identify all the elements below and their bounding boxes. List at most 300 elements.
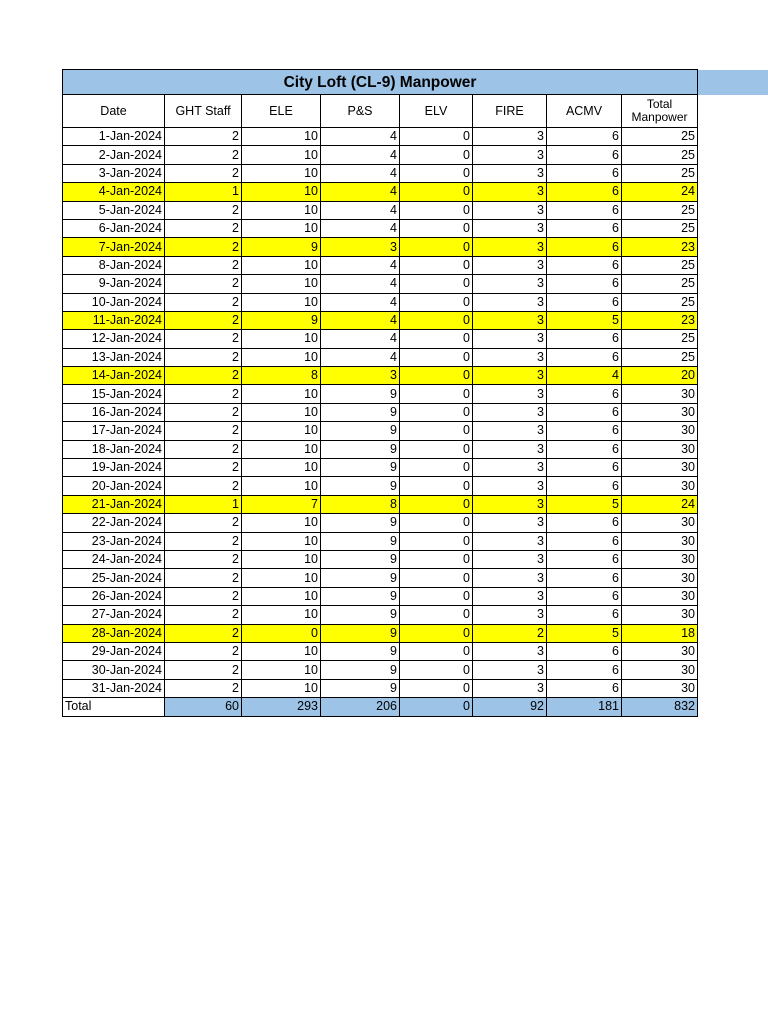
ele-cell: 10 (242, 164, 321, 182)
ps-cell: 9 (321, 569, 400, 587)
ele-cell: 10 (242, 569, 321, 587)
date-cell: 27-Jan-2024 (63, 606, 165, 624)
acmv-cell: 6 (547, 606, 622, 624)
elv-cell: 0 (400, 550, 473, 568)
total-manpower-cell: 25 (622, 128, 698, 146)
acmv-cell: 6 (547, 514, 622, 532)
ght-staff-cell: 2 (165, 550, 242, 568)
total-manpower-cell: 30 (622, 587, 698, 605)
ele-cell: 10 (242, 532, 321, 550)
date-cell: 3-Jan-2024 (63, 164, 165, 182)
fire-cell: 3 (473, 385, 547, 403)
elv-cell: 0 (400, 606, 473, 624)
table-row (63, 164, 698, 182)
ele-cell: 10 (242, 606, 321, 624)
elv-cell: 0 (400, 238, 473, 256)
total-manpower-cell: 25 (622, 219, 698, 237)
acmv-cell: 5 (547, 495, 622, 513)
elv-cell: 0 (400, 569, 473, 587)
elv-cell: 0 (400, 330, 473, 348)
fire-cell: 3 (473, 642, 547, 660)
ps-cell: 9 (321, 532, 400, 550)
ght-staff-cell: 2 (165, 459, 242, 477)
date-cell: 1-Jan-2024 (63, 128, 165, 146)
total-manpower-cell: 25 (622, 256, 698, 274)
total-manpower-cell: 30 (622, 514, 698, 532)
total-manpower-cell: 30 (622, 403, 698, 421)
ele-cell: 10 (242, 642, 321, 660)
ght-staff-cell: 2 (165, 477, 242, 495)
table-row (63, 440, 698, 458)
ele-cell: 8 (242, 367, 321, 385)
acmv-cell: 6 (547, 679, 622, 697)
elv-cell: 0 (400, 293, 473, 311)
ps-cell: 4 (321, 128, 400, 146)
ele-cell: 10 (242, 550, 321, 568)
total-acmv: 181 (547, 698, 622, 716)
ps-cell: 4 (321, 219, 400, 237)
ele-cell: 10 (242, 201, 321, 219)
table-row (63, 514, 698, 532)
column-header-date: Date (63, 95, 165, 128)
total-manpower-cell: 30 (622, 532, 698, 550)
ps-cell: 9 (321, 679, 400, 697)
table-row (63, 367, 698, 385)
ps-cell: 9 (321, 642, 400, 660)
elv-cell: 0 (400, 219, 473, 237)
manpower-table (62, 69, 698, 717)
date-cell: 31-Jan-2024 (63, 679, 165, 697)
fire-cell: 3 (473, 569, 547, 587)
ps-cell: 9 (321, 550, 400, 568)
elv-cell: 0 (400, 642, 473, 660)
ele-cell: 10 (242, 146, 321, 164)
ght-staff-cell: 2 (165, 532, 242, 550)
total-manpower-cell: 30 (622, 679, 698, 697)
date-cell: 11-Jan-2024 (63, 311, 165, 329)
fire-cell: 3 (473, 606, 547, 624)
table-row (63, 422, 698, 440)
ght-staff-cell: 2 (165, 128, 242, 146)
total-manpower: 832 (622, 698, 698, 716)
elv-cell: 0 (400, 661, 473, 679)
header-fill-extension (698, 70, 768, 95)
fire-cell: 3 (473, 183, 547, 201)
elv-cell: 0 (400, 422, 473, 440)
date-cell: 7-Jan-2024 (63, 238, 165, 256)
total-manpower-cell: 25 (622, 146, 698, 164)
date-cell: 10-Jan-2024 (63, 293, 165, 311)
date-cell: 21-Jan-2024 (63, 495, 165, 513)
table-row (63, 624, 698, 642)
ps-cell: 4 (321, 330, 400, 348)
ght-staff-cell: 2 (165, 587, 242, 605)
acmv-cell: 6 (547, 348, 622, 366)
ele-cell: 10 (242, 183, 321, 201)
ght-staff-cell: 2 (165, 514, 242, 532)
table-row (63, 256, 698, 274)
date-cell: 13-Jan-2024 (63, 348, 165, 366)
fire-cell: 3 (473, 275, 547, 293)
ps-cell: 9 (321, 624, 400, 642)
date-cell: 24-Jan-2024 (63, 550, 165, 568)
ps-cell: 4 (321, 183, 400, 201)
date-cell: 23-Jan-2024 (63, 532, 165, 550)
column-header-elv: ELV (400, 95, 473, 128)
date-cell: 12-Jan-2024 (63, 330, 165, 348)
date-cell: 18-Jan-2024 (63, 440, 165, 458)
date-cell: 16-Jan-2024 (63, 403, 165, 421)
ps-cell: 4 (321, 256, 400, 274)
elv-cell: 0 (400, 477, 473, 495)
ele-cell: 10 (242, 440, 321, 458)
elv-cell: 0 (400, 514, 473, 532)
total-manpower-cell: 25 (622, 275, 698, 293)
fire-cell: 3 (473, 422, 547, 440)
ght-staff-cell: 2 (165, 164, 242, 182)
elv-cell: 0 (400, 164, 473, 182)
totals-label: Total (63, 698, 165, 716)
fire-cell: 3 (473, 128, 547, 146)
elv-cell: 0 (400, 146, 473, 164)
table-row (63, 385, 698, 403)
acmv-cell: 6 (547, 385, 622, 403)
fire-cell: 3 (473, 348, 547, 366)
table-row (63, 330, 698, 348)
ght-staff-cell: 2 (165, 440, 242, 458)
fire-cell: 3 (473, 514, 547, 532)
total-manpower-cell: 30 (622, 385, 698, 403)
ps-cell: 4 (321, 348, 400, 366)
fire-cell: 3 (473, 587, 547, 605)
elv-cell: 0 (400, 403, 473, 421)
fire-cell: 3 (473, 330, 547, 348)
date-cell: 29-Jan-2024 (63, 642, 165, 660)
ps-cell: 4 (321, 146, 400, 164)
ght-staff-cell: 2 (165, 606, 242, 624)
acmv-cell: 6 (547, 128, 622, 146)
total-elv: 0 (400, 698, 473, 716)
total-manpower-cell: 24 (622, 183, 698, 201)
table-title: City Loft (CL-9) Manpower (63, 70, 698, 95)
ele-cell: 10 (242, 385, 321, 403)
elv-cell: 0 (400, 275, 473, 293)
elv-cell: 0 (400, 459, 473, 477)
ght-staff-cell: 2 (165, 201, 242, 219)
acmv-cell: 6 (547, 422, 622, 440)
date-cell: 26-Jan-2024 (63, 587, 165, 605)
ele-cell: 10 (242, 256, 321, 274)
total-manpower-cell: 30 (622, 459, 698, 477)
ele-cell: 10 (242, 293, 321, 311)
fire-cell: 3 (473, 201, 547, 219)
acmv-cell: 6 (547, 238, 622, 256)
ght-staff-cell: 1 (165, 183, 242, 201)
ght-staff-cell: 1 (165, 495, 242, 513)
acmv-cell: 6 (547, 440, 622, 458)
ele-cell: 10 (242, 679, 321, 697)
elv-cell: 0 (400, 679, 473, 697)
table-row (63, 459, 698, 477)
ele-cell: 10 (242, 403, 321, 421)
date-cell: 8-Jan-2024 (63, 256, 165, 274)
ght-staff-cell: 2 (165, 624, 242, 642)
table-row (63, 606, 698, 624)
ps-cell: 9 (321, 440, 400, 458)
ele-cell: 9 (242, 311, 321, 329)
ps-cell: 4 (321, 275, 400, 293)
acmv-cell: 6 (547, 587, 622, 605)
fire-cell: 3 (473, 550, 547, 568)
ps-cell: 8 (321, 495, 400, 513)
ght-staff-cell: 2 (165, 348, 242, 366)
table-row (63, 183, 698, 201)
date-cell: 20-Jan-2024 (63, 477, 165, 495)
ps-cell: 9 (321, 403, 400, 421)
total-manpower-cell: 25 (622, 201, 698, 219)
total-manpower-cell: 30 (622, 477, 698, 495)
total-manpower-cell: 25 (622, 293, 698, 311)
fire-cell: 2 (473, 624, 547, 642)
table-row (63, 293, 698, 311)
ps-cell: 3 (321, 238, 400, 256)
elv-cell: 0 (400, 311, 473, 329)
elv-cell: 0 (400, 624, 473, 642)
total-manpower-cell: 30 (622, 642, 698, 660)
total-manpower-cell: 20 (622, 367, 698, 385)
total-manpower-cell: 30 (622, 569, 698, 587)
ght-staff-cell: 2 (165, 367, 242, 385)
ele-cell: 10 (242, 514, 321, 532)
acmv-cell: 6 (547, 550, 622, 568)
table-row (63, 477, 698, 495)
acmv-cell: 6 (547, 146, 622, 164)
fire-cell: 3 (473, 532, 547, 550)
elv-cell: 0 (400, 495, 473, 513)
column-header-fire: FIRE (473, 95, 547, 128)
acmv-cell: 6 (547, 201, 622, 219)
ght-staff-cell: 2 (165, 642, 242, 660)
total-manpower-cell: 18 (622, 624, 698, 642)
ps-cell: 9 (321, 422, 400, 440)
table-row (63, 275, 698, 293)
total-manpower-cell: 30 (622, 661, 698, 679)
total-manpower-cell: 30 (622, 550, 698, 568)
ght-staff-cell: 2 (165, 403, 242, 421)
table-row (63, 219, 698, 237)
date-cell: 25-Jan-2024 (63, 569, 165, 587)
acmv-cell: 6 (547, 642, 622, 660)
fire-cell: 3 (473, 367, 547, 385)
elv-cell: 0 (400, 367, 473, 385)
total-manpower-cell: 24 (622, 495, 698, 513)
elv-cell: 0 (400, 385, 473, 403)
column-header-row (63, 95, 698, 128)
ele-cell: 7 (242, 495, 321, 513)
ele-cell: 0 (242, 624, 321, 642)
acmv-cell: 6 (547, 532, 622, 550)
ps-cell: 9 (321, 661, 400, 679)
table-row (63, 311, 698, 329)
elv-cell: 0 (400, 348, 473, 366)
acmv-cell: 5 (547, 624, 622, 642)
ele-cell: 10 (242, 459, 321, 477)
fire-cell: 3 (473, 661, 547, 679)
date-cell: 2-Jan-2024 (63, 146, 165, 164)
ele-cell: 10 (242, 219, 321, 237)
fire-cell: 3 (473, 256, 547, 274)
ps-cell: 9 (321, 514, 400, 532)
ght-staff-cell: 2 (165, 219, 242, 237)
table-row (63, 569, 698, 587)
acmv-cell: 6 (547, 219, 622, 237)
total-manpower-cell: 23 (622, 238, 698, 256)
table-row (63, 403, 698, 421)
ght-staff-cell: 2 (165, 293, 242, 311)
fire-cell: 3 (473, 403, 547, 421)
ps-cell: 9 (321, 587, 400, 605)
ght-staff-cell: 2 (165, 238, 242, 256)
ps-cell: 4 (321, 164, 400, 182)
elv-cell: 0 (400, 587, 473, 605)
date-cell: 15-Jan-2024 (63, 385, 165, 403)
ght-staff-cell: 2 (165, 146, 242, 164)
date-cell: 4-Jan-2024 (63, 183, 165, 201)
table-row (63, 642, 698, 660)
column-header-ght-staff: GHT Staff (165, 95, 242, 128)
table-row (63, 532, 698, 550)
ght-staff-cell: 2 (165, 661, 242, 679)
total-manpower-cell: 25 (622, 164, 698, 182)
total-fire: 92 (473, 698, 547, 716)
fire-cell: 3 (473, 440, 547, 458)
ght-staff-cell: 2 (165, 330, 242, 348)
total-ght-staff: 60 (165, 698, 242, 716)
total-ele: 293 (242, 698, 321, 716)
acmv-cell: 6 (547, 661, 622, 679)
ght-staff-cell: 2 (165, 679, 242, 697)
ps-cell: 9 (321, 385, 400, 403)
table-row (63, 679, 698, 697)
date-cell: 5-Jan-2024 (63, 201, 165, 219)
elv-cell: 0 (400, 201, 473, 219)
elv-cell: 0 (400, 532, 473, 550)
acmv-cell: 6 (547, 164, 622, 182)
table-row (63, 587, 698, 605)
acmv-cell: 6 (547, 330, 622, 348)
total-manpower-cell: 25 (622, 348, 698, 366)
column-header-ps: P&S (321, 95, 400, 128)
table-row (63, 495, 698, 513)
acmv-cell: 6 (547, 275, 622, 293)
ght-staff-cell: 2 (165, 275, 242, 293)
fire-cell: 3 (473, 495, 547, 513)
ght-staff-cell: 2 (165, 569, 242, 587)
ele-cell: 10 (242, 128, 321, 146)
fire-cell: 3 (473, 477, 547, 495)
ps-cell: 9 (321, 477, 400, 495)
fire-cell: 3 (473, 219, 547, 237)
ele-cell: 10 (242, 348, 321, 366)
fire-cell: 3 (473, 459, 547, 477)
date-cell: 17-Jan-2024 (63, 422, 165, 440)
column-header-acmv: ACMV (547, 95, 622, 128)
elv-cell: 0 (400, 256, 473, 274)
ps-cell: 9 (321, 459, 400, 477)
fire-cell: 3 (473, 679, 547, 697)
ele-cell: 10 (242, 275, 321, 293)
total-manpower-cell: 30 (622, 422, 698, 440)
fire-cell: 3 (473, 293, 547, 311)
table-row (63, 348, 698, 366)
ele-cell: 10 (242, 477, 321, 495)
table-row (63, 201, 698, 219)
ght-staff-cell: 2 (165, 422, 242, 440)
table-row (63, 661, 698, 679)
fire-cell: 3 (473, 164, 547, 182)
acmv-cell: 6 (547, 459, 622, 477)
ght-staff-cell: 2 (165, 385, 242, 403)
date-cell: 30-Jan-2024 (63, 661, 165, 679)
date-cell: 14-Jan-2024 (63, 367, 165, 385)
ght-staff-cell: 2 (165, 256, 242, 274)
elv-cell: 0 (400, 128, 473, 146)
ele-cell: 10 (242, 587, 321, 605)
ps-cell: 9 (321, 606, 400, 624)
table-row (63, 146, 698, 164)
total-manpower-cell: 23 (622, 311, 698, 329)
acmv-cell: 6 (547, 293, 622, 311)
fire-cell: 3 (473, 238, 547, 256)
date-cell: 6-Jan-2024 (63, 219, 165, 237)
column-header-total-manpower: Total Manpower (622, 95, 698, 128)
fire-cell: 3 (473, 311, 547, 329)
acmv-cell: 6 (547, 403, 622, 421)
acmv-cell: 5 (547, 311, 622, 329)
date-cell: 22-Jan-2024 (63, 514, 165, 532)
totals-row (63, 698, 698, 716)
column-header-ele: ELE (242, 95, 321, 128)
ps-cell: 4 (321, 201, 400, 219)
table-row (63, 238, 698, 256)
total-manpower-cell: 30 (622, 606, 698, 624)
table-row (63, 128, 698, 146)
total-ps: 206 (321, 698, 400, 716)
acmv-cell: 6 (547, 183, 622, 201)
ght-staff-cell: 2 (165, 311, 242, 329)
ele-cell: 10 (242, 422, 321, 440)
ps-cell: 4 (321, 293, 400, 311)
date-cell: 28-Jan-2024 (63, 624, 165, 642)
elv-cell: 0 (400, 440, 473, 458)
fire-cell: 3 (473, 146, 547, 164)
ele-cell: 9 (242, 238, 321, 256)
total-manpower-cell: 30 (622, 440, 698, 458)
ele-cell: 10 (242, 330, 321, 348)
date-cell: 9-Jan-2024 (63, 275, 165, 293)
ps-cell: 3 (321, 367, 400, 385)
ps-cell: 4 (321, 311, 400, 329)
ele-cell: 10 (242, 661, 321, 679)
acmv-cell: 6 (547, 569, 622, 587)
acmv-cell: 4 (547, 367, 622, 385)
date-cell: 19-Jan-2024 (63, 459, 165, 477)
acmv-cell: 6 (547, 256, 622, 274)
total-manpower-cell: 25 (622, 330, 698, 348)
elv-cell: 0 (400, 183, 473, 201)
table-row (63, 550, 698, 568)
acmv-cell: 6 (547, 477, 622, 495)
